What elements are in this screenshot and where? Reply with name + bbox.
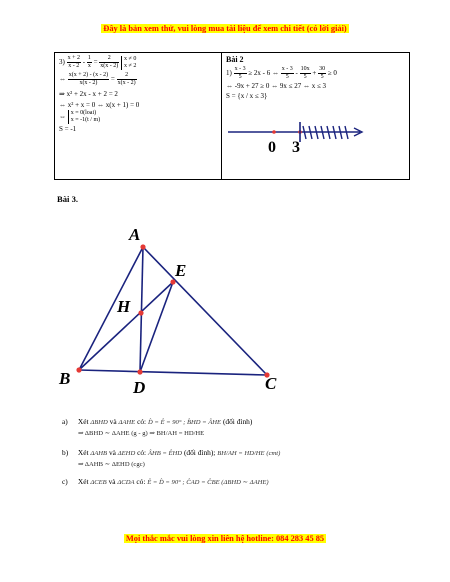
triangle-lines xyxy=(79,247,267,375)
item-text: Xét xyxy=(77,417,89,426)
item-label: c) xyxy=(62,477,68,486)
left-line-4: ⇔ x² + x = 0 ⇔ x(x + 1) = 0 xyxy=(59,100,140,109)
label-A: A xyxy=(129,225,141,244)
item-text: có: xyxy=(137,417,147,426)
operator: ⇔ xyxy=(59,75,66,84)
segment-DE xyxy=(140,282,173,372)
label-D: D xyxy=(133,378,146,397)
fraction: $\frac{x(x + 2) - (x - 2)}{x(x - 2)}$ xyxy=(68,72,109,86)
line-prefix: 1) xyxy=(226,68,232,77)
triangle-name: ΔAHB xyxy=(90,450,108,457)
item-text: và xyxy=(108,477,116,486)
point-D xyxy=(137,369,142,374)
conclusion: ⇒ ΔBHD ∼ ΔAHE (g - g) ⇒ BH/AH = HD/HE xyxy=(78,430,205,437)
item-text: Xét xyxy=(77,448,89,457)
condition: D̂ = Ê = 90° ; B̂HD = ÂHE xyxy=(147,419,222,426)
point-H xyxy=(138,310,143,315)
item-a xyxy=(62,416,412,439)
label-B: B xyxy=(59,369,71,388)
operator: + xyxy=(312,68,317,77)
bai2-title: Bài 2 xyxy=(226,55,244,64)
label-C: C xyxy=(265,374,277,393)
point-B xyxy=(76,367,81,372)
operator: ≥ 2x - 6 ⇔ xyxy=(248,68,280,77)
triangle-name: ΔEHD xyxy=(117,450,136,457)
number-line xyxy=(228,122,362,156)
triangle-points xyxy=(76,244,269,377)
condition-brace: x ≠ 0 x ≠ 2 xyxy=(121,56,136,70)
segment-AB xyxy=(79,247,143,370)
note: (đối đỉnh) xyxy=(222,417,253,426)
item-text: Xét xyxy=(77,477,89,486)
item-b xyxy=(62,447,412,470)
conclusion: ⇒ ΔAHB ∼ ΔEHD (cgc) xyxy=(78,461,145,468)
right-line-3: S = {x / x ≤ 3} xyxy=(226,92,268,100)
triangle-name: ΔBHD xyxy=(90,419,108,426)
number-line-label-zero: 0 xyxy=(268,139,276,156)
condition: ÂHB = ÊHD xyxy=(147,450,183,457)
line-prefix: 3) xyxy=(59,58,65,67)
item-text: có: xyxy=(136,477,146,486)
bai3-title: Bài 3. xyxy=(57,194,79,204)
item-text: có: xyxy=(137,448,147,457)
operator: - xyxy=(82,58,86,67)
item-text: và xyxy=(108,448,116,457)
hotline-banner-text: Mọi thắc mắc vui lòng xin liên hệ hotline: 084 283 45 85 xyxy=(125,534,325,543)
point-A xyxy=(140,244,145,249)
fraction: $\frac{2}{x(x - 2)}$ xyxy=(100,55,119,69)
hotline-banner xyxy=(0,534,450,543)
item-c xyxy=(62,476,412,488)
point-E xyxy=(170,279,175,284)
left-line-6: S = -1 xyxy=(59,125,77,133)
operator: = xyxy=(110,75,115,84)
item-text: và xyxy=(109,417,117,426)
number-line-label-three: 3 xyxy=(292,139,300,156)
preview-banner-text: Đây là bản xem thử, vui lòng mua tài liệu để xem chi tiết (có lời giải) xyxy=(103,24,347,33)
operator: ⇔ xyxy=(59,112,66,121)
bai3-solution xyxy=(62,416,412,490)
fraction: $\frac{1}{x}$ xyxy=(87,55,91,69)
label-E: E xyxy=(175,261,187,280)
operator: ≥ 0 xyxy=(327,68,337,77)
fraction: $\frac{x - 3}{5}$ xyxy=(234,65,246,80)
ratio: BH/AH = HD/HE xyxy=(217,450,265,457)
operator: - xyxy=(295,68,298,77)
item-label: a) xyxy=(62,417,68,426)
triangle-labels xyxy=(58,225,277,397)
condition: Ê = D̂ = 90° ; ĈAD = ĈBE (ΔBHD ∼ ΔAHE) xyxy=(147,479,269,486)
fraction: $\frac{x + 2}{x - 2}$ xyxy=(67,55,80,69)
fraction: $\frac{2}{x(x - 2)}$ xyxy=(117,72,136,86)
note: (đối đỉnh); xyxy=(183,448,216,457)
fraction: $\frac{x - 3}{5}$ xyxy=(281,65,293,80)
right-line-2: ⇔ -9x + 27 ≥ 0 ⇔ 9x ≤ 27 ⇔ x ≤ 3 xyxy=(226,81,327,90)
triangle-name: ΔAHE xyxy=(118,419,136,426)
fraction: $\frac{30}{5}$ xyxy=(319,65,326,80)
label-H: H xyxy=(117,297,131,316)
triangle-name: ΔCEB xyxy=(90,479,107,486)
note: (cmt) xyxy=(266,450,281,457)
case-brace: x = 0(loai) x = -1(t / m) xyxy=(68,110,100,124)
operator: = xyxy=(93,58,98,67)
segment-BC xyxy=(79,370,267,375)
number-line-point-zero xyxy=(272,130,276,134)
triangle-name: ΔCDA xyxy=(117,479,135,486)
segment-BE xyxy=(79,282,173,370)
left-line-3: ⇒ x² + 2x - x + 2 = 2 xyxy=(59,90,118,98)
item-label: b) xyxy=(62,448,69,457)
fraction: $\frac{10x}{5}$ xyxy=(300,65,310,80)
